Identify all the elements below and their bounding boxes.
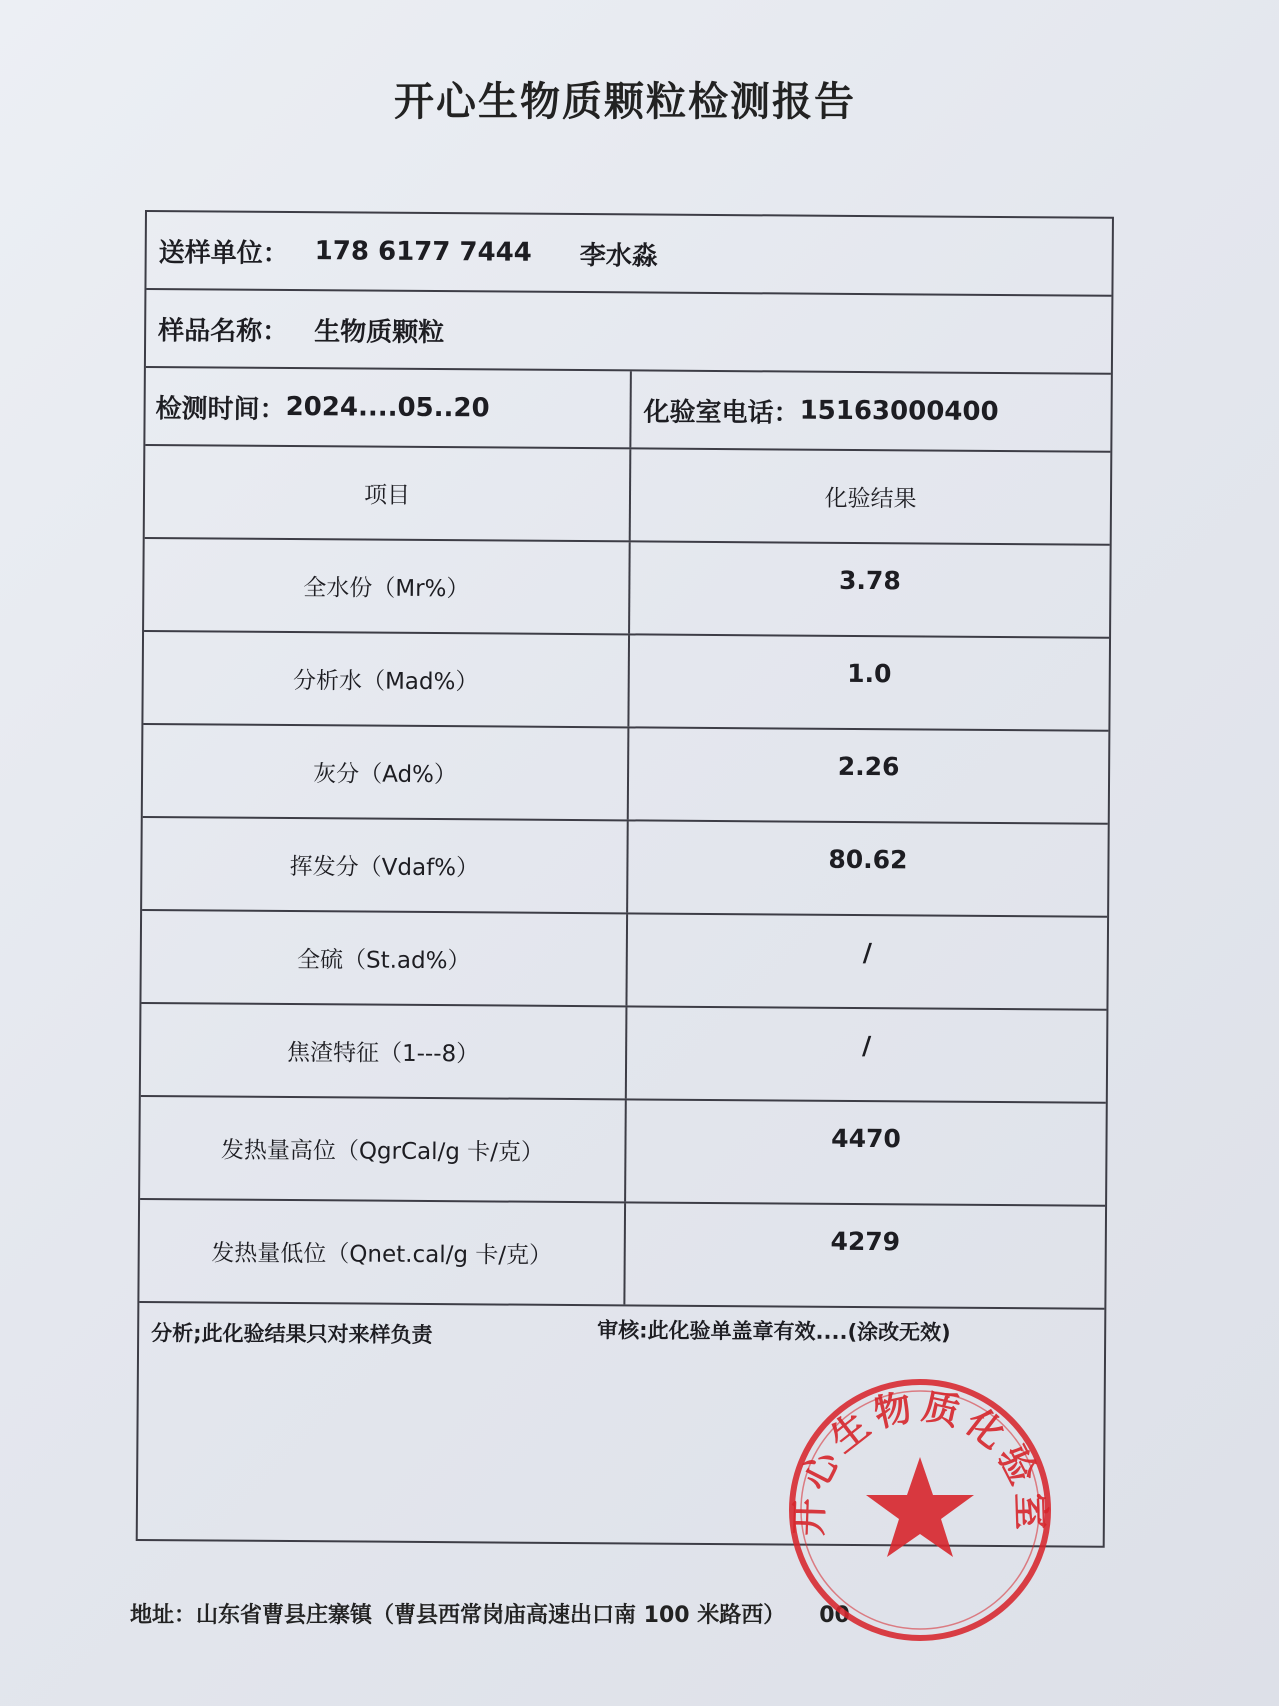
sender-row — [146, 212, 1112, 297]
item-result: / — [862, 938, 872, 968]
test-time-label: 检测时间： — [155, 393, 286, 425]
lab-phone-label: 化验室电话： — [643, 396, 800, 429]
item-result: 80.62 — [828, 844, 908, 875]
sender-name: 李水淼 — [579, 240, 658, 272]
item-result: 4279 — [830, 1226, 901, 1257]
table-row — [143, 725, 1109, 825]
item-result: 3.78 — [838, 565, 901, 596]
sample-label: 样品名称： — [158, 315, 289, 347]
table-row — [144, 539, 1110, 639]
item-name: 灰分（Ad%） — [143, 725, 630, 819]
time-phone-row — [145, 368, 1111, 453]
report-title: 开心生物质颗粒检测报告 — [394, 79, 856, 125]
table-row — [141, 911, 1107, 1011]
item-name: 焦渣特征（1---8） — [141, 1004, 628, 1098]
address-code: 00 — [819, 1603, 850, 1628]
address-line — [130, 1598, 850, 1629]
report-table — [136, 210, 1114, 1548]
item-name: 全水份（Mr%） — [144, 539, 631, 633]
sample-value: 生物质颗粒 — [314, 316, 445, 348]
lab-seal-stamp — [785, 1375, 1055, 1645]
header-item: 项目 — [145, 446, 632, 540]
seal-text-path: 开心生物质化验室 — [787, 1384, 1053, 1537]
item-result: 1.0 — [847, 658, 892, 689]
item-name: 发热量低位（Qnet.cal/g 卡/克） — [139, 1200, 626, 1304]
table-row — [140, 1097, 1106, 1207]
sender-phone: 178 6177 7444 — [314, 236, 532, 268]
sender-label: 送样单位： — [158, 237, 289, 269]
item-result: / — [862, 1031, 872, 1061]
item-name: 分析水（Mad%） — [143, 632, 630, 726]
table-row — [139, 1200, 1105, 1310]
test-time-value: 2024....05..20 — [285, 391, 490, 424]
table-row — [141, 1004, 1107, 1104]
table-row — [143, 632, 1109, 732]
item-result: 2.26 — [837, 751, 900, 782]
review-note: 审核:此化验单盖章有效....(涂改无效) — [597, 1318, 951, 1345]
analysis-note: 分析;此化验结果只对来样负责 — [151, 1321, 433, 1348]
star-icon — [866, 1457, 974, 1557]
lab-phone-value: 15163000400 — [799, 395, 999, 427]
table-row — [142, 818, 1108, 918]
item-result: 4470 — [831, 1123, 901, 1154]
item-name: 发热量高位（QgrCal/g 卡/克） — [140, 1097, 627, 1201]
header-result: 化验结果 — [824, 485, 917, 513]
item-name: 挥发分（Vdaf%） — [142, 818, 629, 912]
table-header-row — [145, 446, 1111, 546]
sample-row — [146, 290, 1112, 375]
address-text: 地址：山东省曹县庄寨镇（曹县西常岗庙高速出口南 100 米路西） — [130, 1603, 786, 1628]
item-name: 全硫（St.ad%） — [141, 911, 628, 1005]
